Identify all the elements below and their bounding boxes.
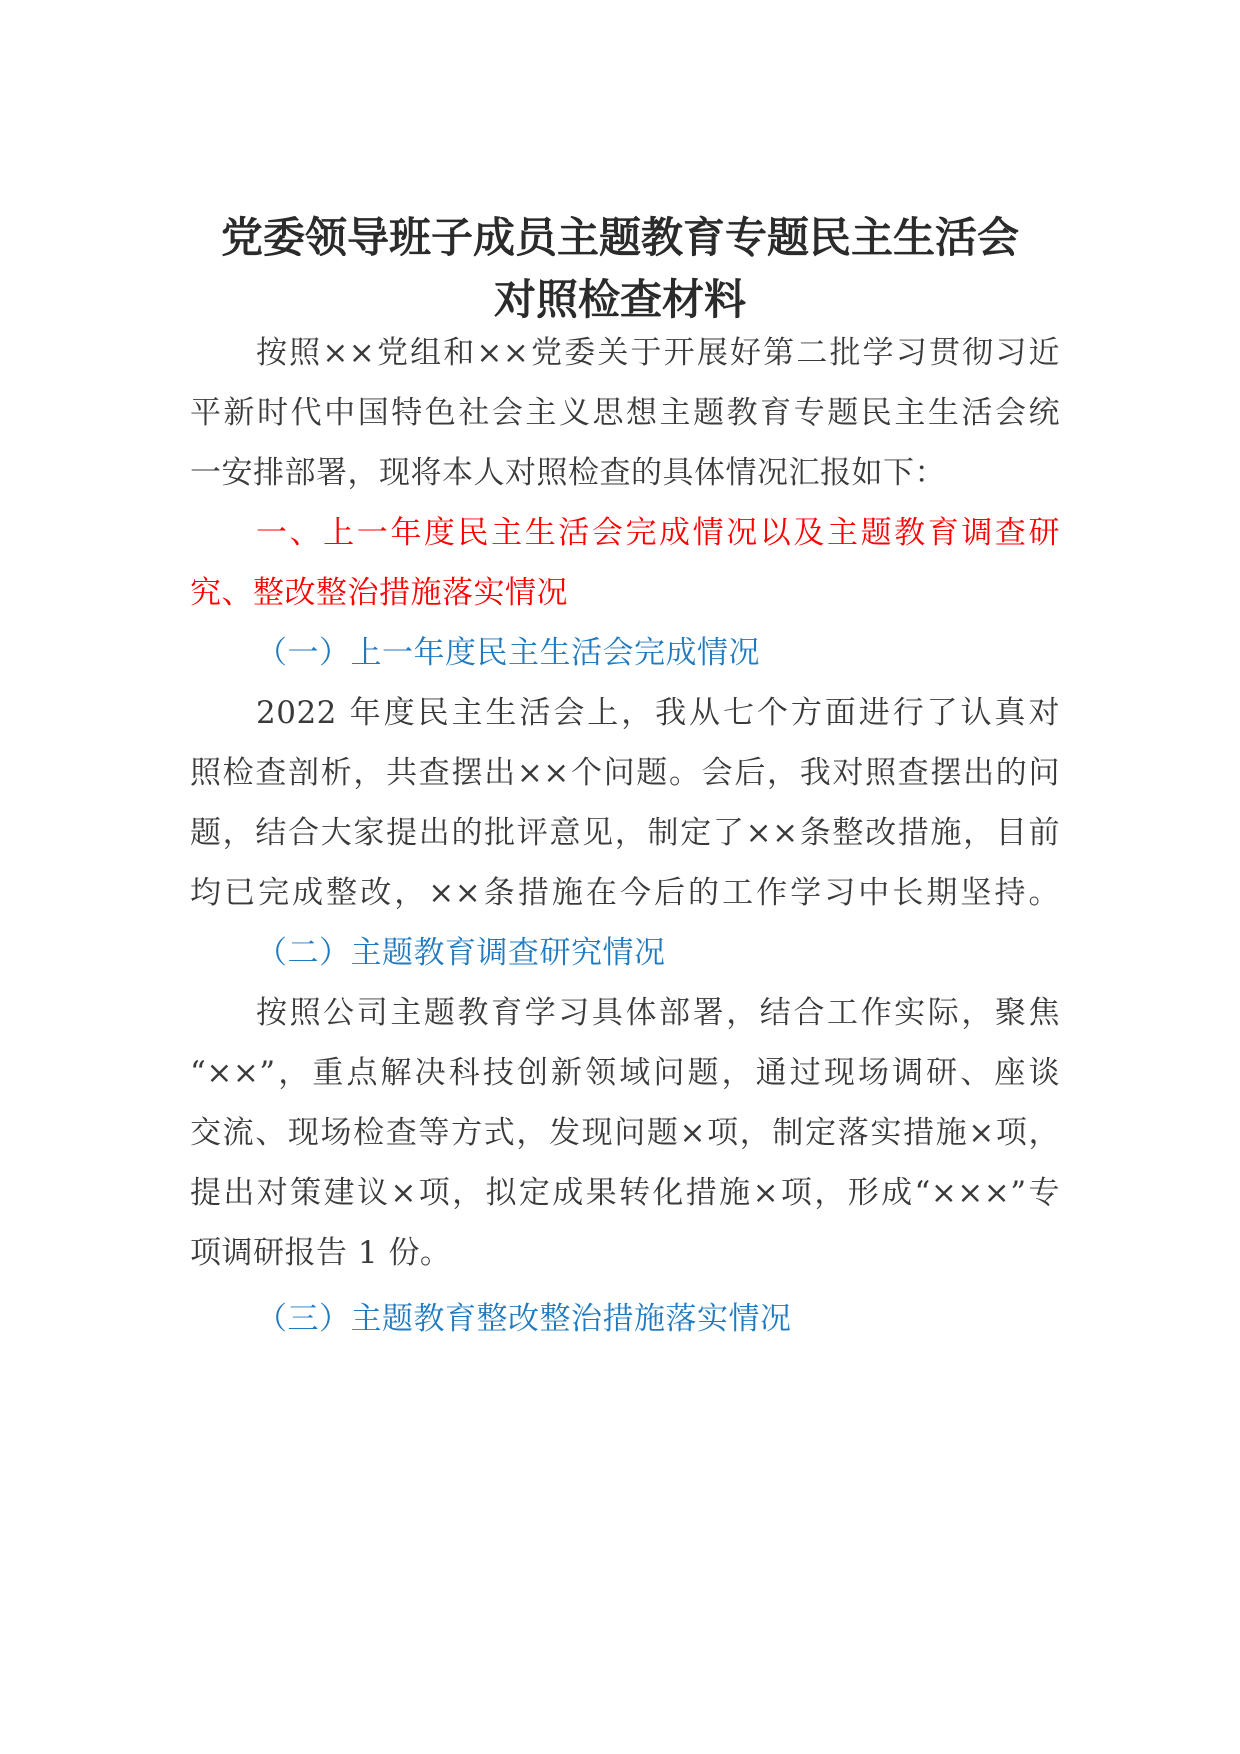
subsection1-body-line-1: 2022 年度民主生活会上，我从七个方面进行了认真对 — [256, 695, 1060, 731]
section1-heading-line-2: 究、整改整治措施落实情况 — [190, 575, 568, 611]
subsection2-body-line-2: “××”，重点解决科技创新领域问题，通过现场调研、座谈 — [190, 1055, 1060, 1091]
section1-heading-line-1: 一、上一年度民主生活会完成情况以及主题教育调查研 — [256, 515, 1060, 551]
document-title-line-1: 党委领导班子成员主题教育专题民主生活会 — [220, 213, 1019, 262]
document-title-line-2: 对照检查材料 — [493, 275, 746, 324]
subsection2-heading: （二）主题教育调查研究情况 — [256, 935, 666, 971]
subsection3-heading: （三）主题教育整改整治措施落实情况 — [256, 1301, 792, 1337]
subsection1-body-line-3: 题，结合大家提出的批评意见，制定了××条整改措施，目前 — [190, 815, 1060, 851]
subsection2-body-line-3: 交流、现场检查等方式，发现问题×项，制定落实措施×项， — [190, 1115, 1060, 1151]
intro-line-1: 按照××党组和××党委关于开展好第二批学习贯彻习近 — [256, 335, 1060, 371]
subsection2-body-line-1: 按照公司主题教育学习具体部署，结合工作实际，聚焦 — [256, 995, 1060, 1031]
intro-line-2: 平新时代中国特色社会主义思想主题教育专题民主生活会统 — [190, 395, 1060, 431]
subsection2-body-line-5: 项调研报告 1 份。 — [190, 1235, 452, 1271]
subsection1-body-line-4: 均已完成整改，××条措施在今后的工作学习中长期坚持。 — [190, 875, 1060, 911]
subsection1-body-line-2: 照检查剖析，共查摆出××个问题。会后，我对照查摆出的问 — [190, 755, 1060, 791]
intro-line-3: 一安排部署，现将本人对照检查的具体情况汇报如下： — [190, 455, 946, 491]
subsection2-body-line-4: 提出对策建议×项，拟定成果转化措施×项，形成“×××”专 — [190, 1175, 1060, 1211]
subsection1-heading: （一）上一年度民主生活会完成情况 — [256, 635, 760, 671]
